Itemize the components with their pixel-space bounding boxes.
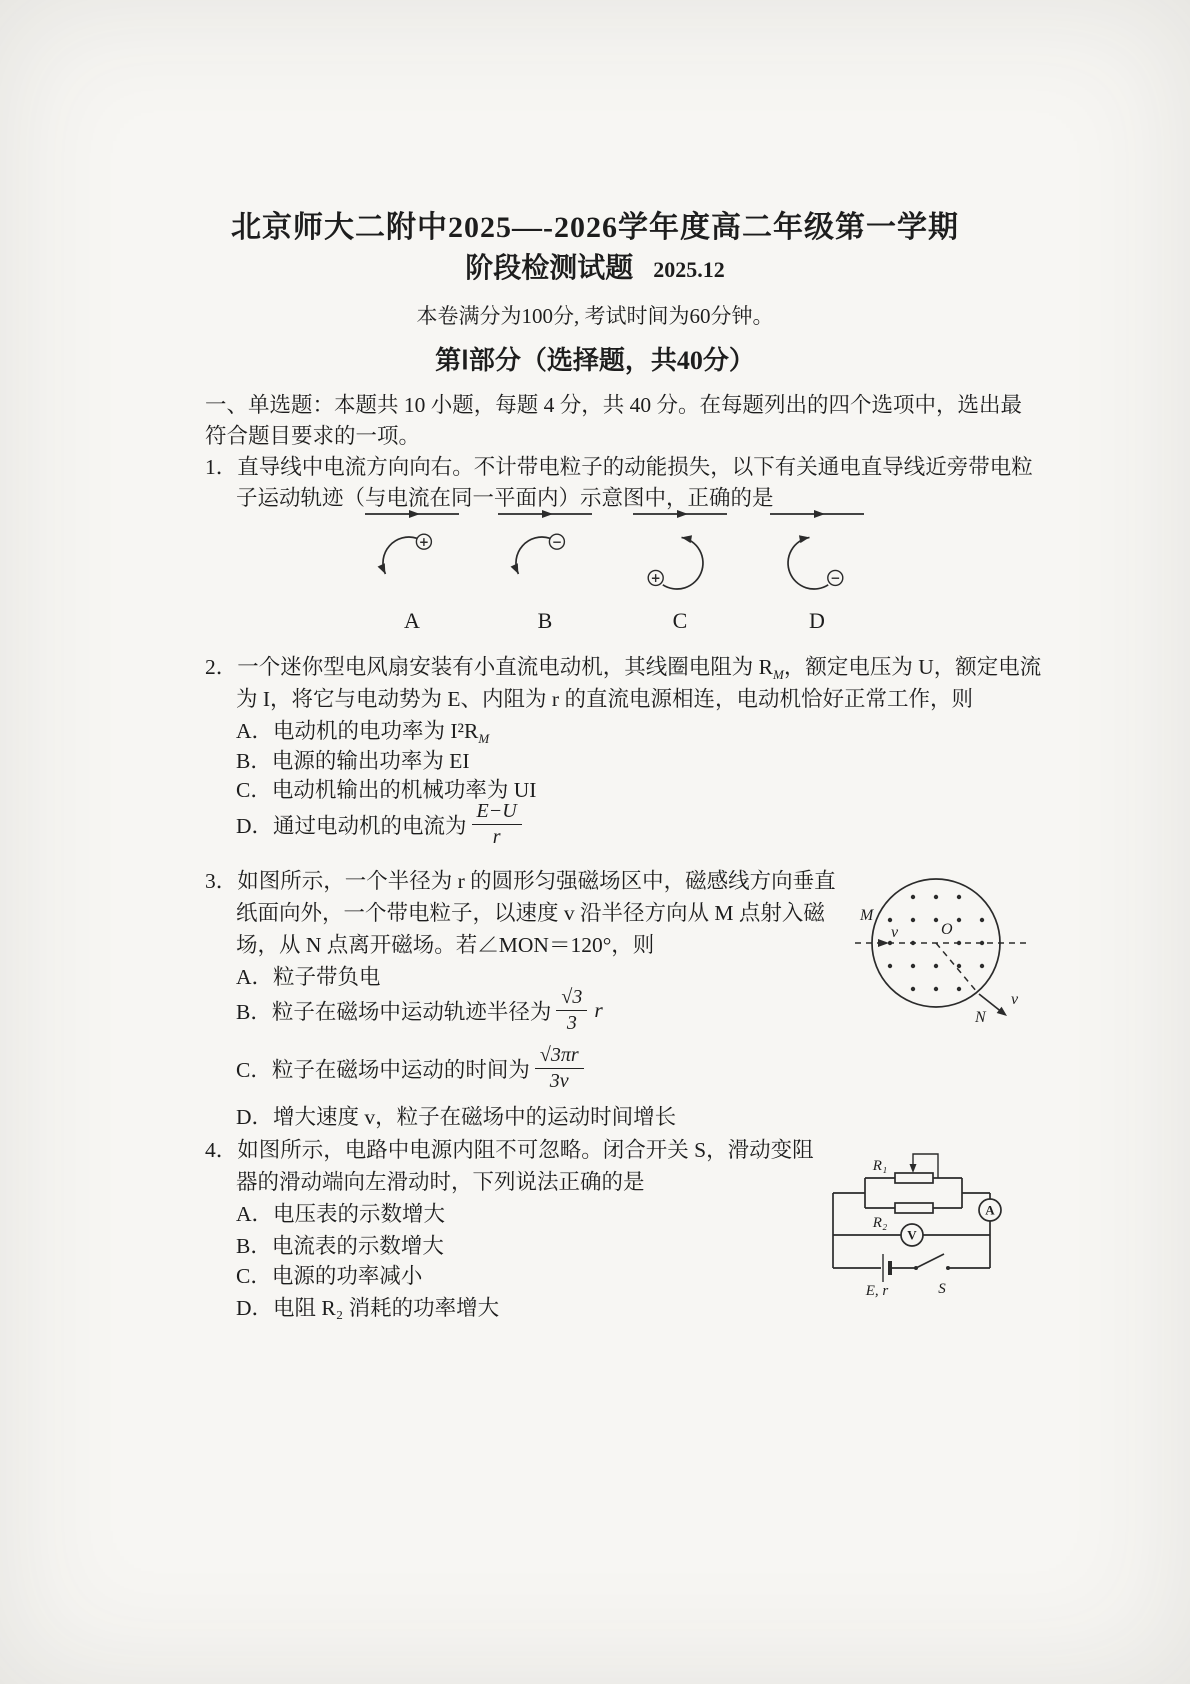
entry-velocity-arrow-icon [878, 939, 889, 947]
panel-label-c: C [672, 608, 688, 633]
q1-diagram-d [762, 506, 872, 638]
q3-option-b: B．粒子在磁场中运动轨迹半径为 $\frac{√3}{3}$ r [236, 985, 603, 1034]
panel-label-a: A [404, 608, 420, 633]
charge-sign: + [418, 535, 429, 549]
entry-velocity-label: v [891, 924, 899, 941]
section-intro-line2: 符合题目要求的一项。 [205, 424, 421, 448]
q1-diagram-b [490, 506, 600, 638]
score-note: 本卷满分为100分, 考试时间为60分钟。 [416, 304, 774, 328]
current-arrow-icon [814, 510, 825, 518]
trajectory-diagram-b [490, 506, 600, 601]
charge-sign: − [551, 535, 562, 549]
q4-option-a: A．电压表的示数增大 [236, 1202, 446, 1226]
charge-sign: + [650, 571, 661, 586]
charge-sign: − [830, 571, 841, 586]
section-intro-line1: 一、单选题：本题共 10 小题，每题 4 分，共 40 分。在每题列出的四个选项中，选出最 [205, 393, 1023, 417]
current-arrow-icon [677, 510, 688, 518]
particle-path [663, 537, 703, 589]
r2-label: R₂ [872, 1215, 888, 1231]
path-arrow-icon [511, 563, 522, 575]
switch-symbol [914, 1254, 950, 1270]
q4-text-line1: 4．如图所示，电路中电源内阻不可忽略。闭合开关 S，滑动变阻 [205, 1138, 814, 1162]
q3-text-line2: 纸面向外，一个带电粒子，以速度 v 沿半径方向从 M 点射入磁 [236, 901, 825, 925]
point-m-label: M [860, 907, 874, 924]
fraction: $\frac{√3}{3}$ [556, 986, 587, 1035]
center-o-label: O [941, 921, 953, 938]
exam-subtitle-row [0, 246, 1190, 286]
q4-text-line2: 器的滑动端向左滑动时，下列说法正确的是 [236, 1170, 645, 1194]
q1-text-line1: 1．直导线中电流方向向右。不计带电粒子的动能损失，以下有关通电直导线近旁带电粒 [205, 455, 1033, 479]
q3-text-line1: 3．如图所示，一个半径为 r 的圆形匀强磁场区中，磁感线方向垂直 [205, 869, 836, 893]
q1-text-line2: 子运动轨迹（与电流在同一平面内）示意图中，正确的是 [236, 486, 774, 510]
battery-label: E, r [865, 1283, 889, 1299]
particle-path [516, 537, 550, 574]
q1-diagram-a [357, 506, 467, 638]
q3-magnetic-field-diagram [835, 862, 1035, 1032]
q3-option-c: C．粒子在磁场中运动的时间为 $\frac{√3\pi r}{3v}$ [236, 1042, 589, 1094]
exit-velocity-label: v [1011, 991, 1019, 1008]
particle-path [383, 537, 417, 574]
q4-option-b: B．电流表的示数增大 [236, 1234, 444, 1258]
fraction: $\frac{√3\pi r}{3v}$ [535, 1044, 584, 1093]
part-heading: 第Ⅰ部分（选择题，共40分） [435, 346, 755, 375]
q2-text-line2: 为 I，将它与电动势为 E、内阻为 r 的直流电源相连，电动机恰好正常工作，则 [236, 687, 973, 711]
ammeter-label: A [985, 1202, 995, 1218]
particle-path [788, 537, 828, 589]
q3-text-line3: 场，从 N 点离开磁场。若∠MON＝120°，则 [236, 933, 655, 957]
trajectory-diagram-a [357, 506, 467, 601]
q3-option-a: A．粒子带负电 [236, 965, 381, 989]
q4-option-d: D．电阻 R₂ 消耗的功率增大 [236, 1296, 500, 1320]
q2-option-c: C．电动机输出的机械功率为 UI [236, 778, 537, 802]
q2-option-a: A．电动机的电功率为 $I^2R_M$ [236, 719, 490, 746]
radius-on-dashed-line [936, 943, 977, 992]
exam-subtitle: 阶段检测试题 [465, 253, 634, 284]
q2-text-line1: 2．一个迷你型电风扇安装有小直流电动机，其线圈电阻为 $R_M$，额定电压为 U，额定电流 [205, 655, 1042, 682]
rheostat-r1-body [895, 1173, 933, 1183]
current-arrow-icon [409, 510, 420, 518]
path-arrow-icon [378, 563, 389, 575]
trajectory-diagram-c [625, 506, 735, 601]
trajectory-diagram-d [762, 506, 872, 601]
fraction: $\frac{E-U}{r}$ [472, 800, 522, 849]
r1-label: R₁ [872, 1158, 888, 1174]
battery-symbol [883, 1254, 890, 1282]
panel-label-d: D [809, 608, 825, 633]
current-arrow-icon [542, 510, 553, 518]
q4-circuit-diagram [820, 1140, 1020, 1305]
q1-diagram-c [625, 506, 735, 638]
exam-title: 北京师大二附中2025—-2026学年度高二年级第一学期 [231, 211, 959, 244]
q2-option-b: B．电源的输出功率为 EI [236, 749, 470, 773]
exam-date: 2025.12 [653, 257, 725, 282]
q2-option-d: D．通过电动机的电流为 $\frac{E-U}{r}$ [236, 798, 527, 850]
switch-label: S [938, 1281, 946, 1297]
point-n-label: N [975, 1009, 986, 1026]
q4-option-c: C．电源的功率减小 [236, 1264, 423, 1288]
q3-option-d: D．增大速度 v，粒子在磁场中的运动时间增长 [236, 1105, 677, 1129]
panel-label-b: B [537, 608, 553, 633]
voltmeter-label: V [907, 1227, 917, 1243]
resistor-r2-body [895, 1203, 933, 1213]
